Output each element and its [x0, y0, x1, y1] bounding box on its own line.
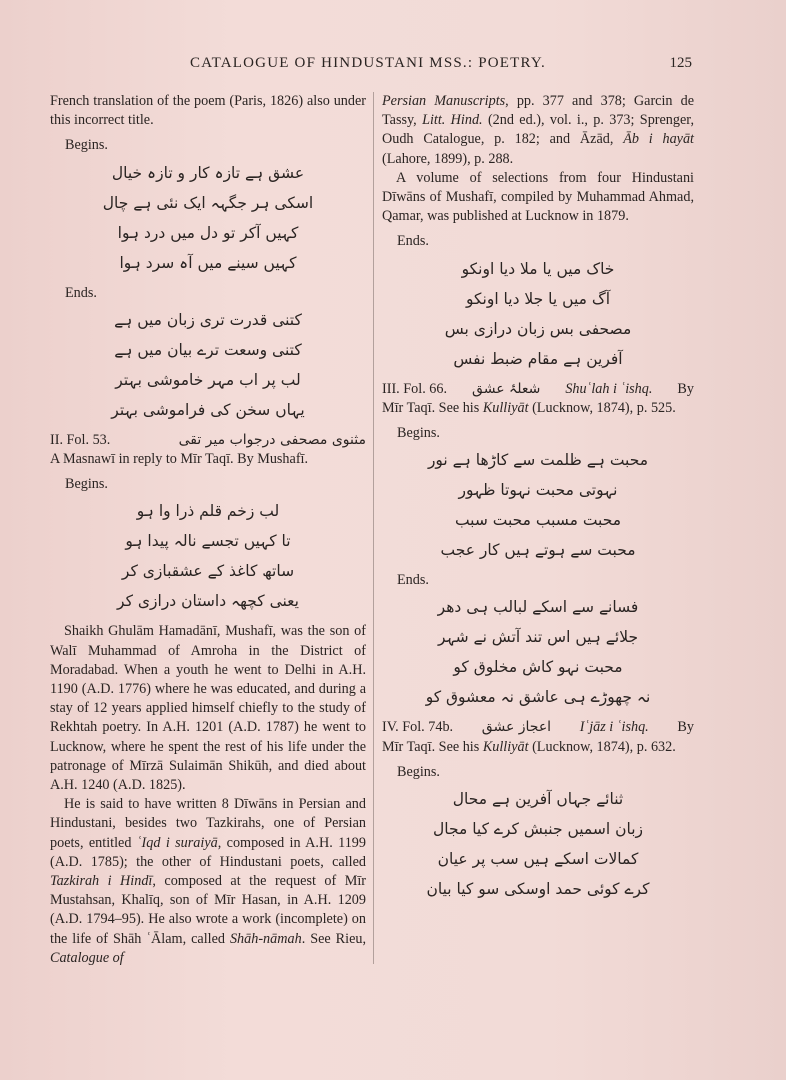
- fol-description: Mīr Taqī. See his Kulliyāt (Lucknow, 1874), p. 632.: [382, 738, 676, 755]
- verse-line: اسکی ہر جگہہ ایک نئی ہے چال: [102, 193, 314, 212]
- fol-heading-2: [50, 431, 366, 450]
- biography-paragraph: Shaikh Ghulām Hamadānī, Mushafī, was the son of Walī Muhammad of Amroha in the District of Moradabad. When a youth he went to Delhi in A.H. 1190 (A.D. 1776) where he was educated, and during a stay of 12 years applied himself chiefly to the study of Rekhtah poetry. In A.H. 1201 (A.D. 1787) he went to Lucknow, where he spent the rest of his life under the patronage of Mīrzā Sulaimān Shikūh, and died about A.H. 1240 (A.D. 1825).: [50, 623, 366, 794]
- left-column: [50, 92, 366, 968]
- begins-label: Begins.: [65, 137, 108, 154]
- fol-by: By: [677, 719, 694, 736]
- verse-line: آگ میں یا جلا دیا اونکو: [465, 289, 611, 308]
- fol-description: A Masnawī in reply to Mīr Taqī. By Mushafī.: [50, 451, 309, 468]
- verse-line: محبت سے ہوتے ہیں کار عجب: [440, 541, 636, 560]
- verse-line: فسانے سے اسکے لبالب ہی دھر: [437, 598, 639, 617]
- verse-line: جلائے ہیں اس تند آتش نے شہر: [437, 628, 639, 647]
- verse-line: محبت مسبب محبت سبب: [454, 511, 622, 530]
- running-header: [0, 55, 786, 77]
- verse-line: نہوتی محبت نہوتا ظہور: [458, 481, 618, 500]
- begins-label: Begins.: [65, 476, 108, 493]
- verse-block-2: [50, 305, 366, 425]
- fol-number: III. Fol. 66.: [382, 380, 448, 397]
- verse-line: محبت نہو کاش مخلوق کو: [453, 658, 623, 677]
- fol-translit-title: Iʿjāz i ʿishq.: [579, 719, 649, 736]
- verse-block-4: [382, 254, 694, 374]
- column-divider: [373, 92, 374, 964]
- verse-line: عشق ہے تازہ کار و تازہ خیال: [111, 163, 305, 182]
- fol-urdu-title: شعلۂ عشق: [472, 380, 541, 397]
- verse-line: کتنی وسعت ترے بیان میں ہے: [114, 340, 302, 359]
- fol-translit-title: Shuʿlah i ʿishq.: [565, 380, 653, 397]
- ends-label: Ends.: [397, 572, 429, 589]
- verse-line: ساتھ کاغذ کے عشقبازی کر: [121, 562, 295, 581]
- verse-block-1: [50, 158, 366, 278]
- verse-line: یعنی کچھہ داستان درازی کر: [117, 592, 299, 611]
- verse-line: آفرین ہے مقام ضبط نفس: [453, 349, 623, 368]
- verse-line: لب زخم قلم ذرا وا ہو: [136, 502, 280, 521]
- intro-paragraph: French translation of the poem (Paris, 1826) also under this incorrect title.: [50, 93, 366, 129]
- verse-block-3: [50, 496, 366, 616]
- verse-block-5: [382, 445, 694, 565]
- fol-number: II. Fol. 53.: [50, 431, 111, 448]
- fol-heading-3: [382, 380, 694, 399]
- begins-label: Begins.: [397, 763, 440, 780]
- ends-label: Ends.: [397, 233, 429, 250]
- verse-line: خاک میں یا ملا دیا اونکو: [461, 259, 615, 278]
- references-paragraph: Persian Manuscripts, pp. 377 and 378; Garcin de Tassy, Litt. Hind. (2nd ed.), vol. i., p. 373; Sprenger, Oudh Catalogue, p. 182; and Āzād, Āb i hayāt (Lahore, 1899), p. 288.: [382, 93, 694, 167]
- verse-line: نہ چھوڑے ہی عاشق نہ معشوق کو: [425, 688, 651, 707]
- fol-heading-4: [382, 718, 694, 737]
- running-title: CATALOGUE OF HINDUSTANI MSS.: POETRY.: [190, 55, 546, 71]
- ends-label: Ends.: [65, 284, 97, 301]
- page-number: 125: [669, 55, 692, 71]
- begins-label: Begins.: [397, 425, 440, 442]
- verse-line: محبت ہے ظلمت سے کاڑھا ہے نور: [427, 451, 649, 470]
- verse-block-7: [382, 784, 694, 904]
- verse-line: ثنائے جہاں آفرین ہے محال: [452, 790, 624, 809]
- verse-line: لب پر اب مہر خاموشی بہتر: [115, 370, 301, 389]
- verse-line: زبان اسمیں جنبش کرے کیا مجال: [432, 820, 644, 839]
- works-paragraph: He is said to have written 8 Dīwāns in Persian and Hindustani, besides two Tazkirahs, one of Persian poets, entitled ʿIqd i suraiyā, composed in A.H. 1199 (A.D. 1785); the other of Hindustani poets, called Tazkirah i Hindī, composed at the request of Mīr Mustahsan, Khalīq, son of Mīr Hasan, in A.H. 1209 (A.D. 1794–95). He also wrote a work (incomplete) on the life of Shāh ʿĀlam, called Shāh-nāmah. See Rieu, Catalogue of: [50, 796, 367, 966]
- verse-line: مصحفی بس زبان درازی بس: [444, 319, 632, 338]
- verse-line: یہاں سخن کی فراموشی بہتر: [111, 400, 305, 419]
- verse-line: کرے کوئی حمد اوسکی سو کیا بیان: [426, 880, 650, 899]
- fol-urdu-title: مثنوی مصحفی درجواب میر تقی: [178, 431, 366, 448]
- verse-line: کمالات اسکے ہیں سب پر عیان: [437, 850, 639, 869]
- fol-description: Mīr Taqī. See his Kulliyāt (Lucknow, 1874), p. 525.: [382, 399, 676, 416]
- selections-paragraph: A volume of selections from four Hindustani Dīwāns of Mushafī, compiled by Muhammad Ahmad, Qamar, was published at Lucknow in 1879.: [382, 169, 694, 225]
- fol-by: By: [677, 380, 694, 397]
- verse-line: تا کہیں تجسے نالہ پیدا ہو: [125, 532, 291, 551]
- verse-line: کتنی قدرت تری زبان میں ہے: [114, 310, 302, 329]
- verse-line: کہیں آکر تو دل میں درد ہوا: [117, 223, 299, 242]
- fol-urdu-title: اعجاز عشق: [481, 719, 552, 736]
- verse-block-6: [382, 592, 694, 712]
- fol-number: IV. Fol. 74b.: [382, 719, 454, 736]
- right-column: [382, 92, 694, 904]
- verse-line: کہیں سینے میں آہ سرد ہوا: [119, 253, 297, 272]
